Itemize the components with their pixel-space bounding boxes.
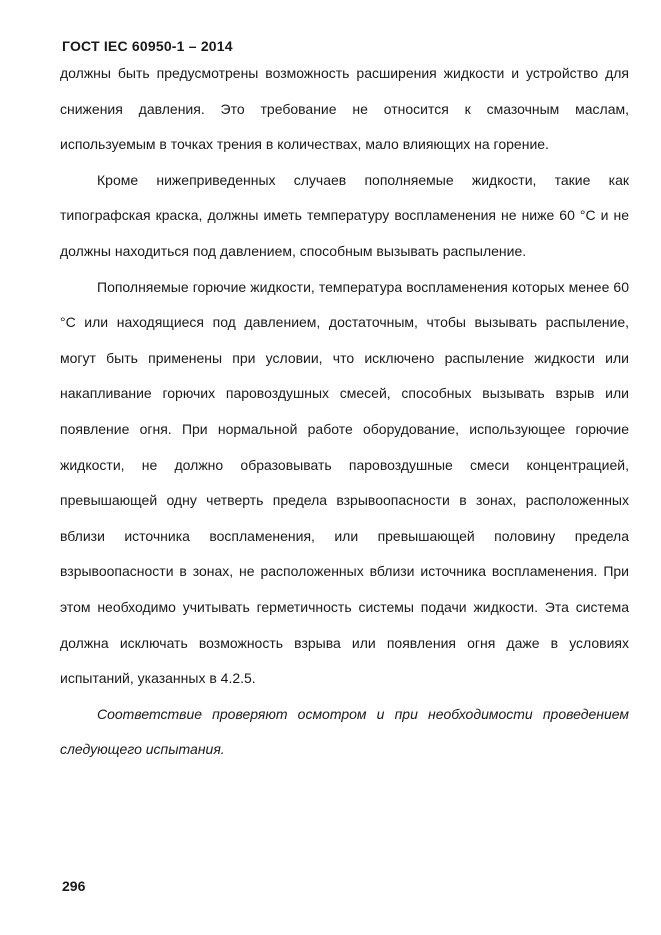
paragraph-compliance-check: Соответствие проверяют осмотром и при необходимости проведением следующего испытания. (60, 705, 629, 758)
document-header: ГОСТ IEC 60950-1 – 2014 (62, 38, 233, 54)
paragraph-flammable-liquids: Пополняемые горючие жидкости, температура воспламенения которых менее 60 °С или находящиеся под давлением, достаточным, чтобы вызывать распыление, могут быть применены при условии, что исключено распыление жидкости или накапливание горючих паровоздушных смесей, способных вызывать взрыв или появление огня. При нормальной работе оборудование, использующее горючие жидкости, не должно образовывать паровоздушные смеси концентрацией, превышающей одну четверть предела взрывоопасности в зонах, расположенных вблизи источника воспламенения, или превышающей половину предела взрывоопасности в зонах, не расположенных вблизи источника воспламенения. При этом необходимо учитывать герметичность системы подачи жидкости. Эта система должна исключать возможность взрыва или появления огня даже в условиях испытаний, указанных в 4.2.5. (60, 278, 629, 687)
document-body (60, 56, 629, 768)
page-number: 296 (62, 878, 86, 894)
paragraph-flash-point: Кроме нижеприведенных случаев пополняемые жидкости, такие как типографская краска, должны иметь температуру воспламенения не ниже 60 °С и не должны находиться под давлением, способным вызывать распыление. (60, 171, 629, 259)
paragraph-continuation: должны быть предусмотрены возможность расширения жидкости и устройство для снижения давления. Это требование не относится к смазочным маслам, используемым в точках трения в количествах, мало влияющих на горение. (60, 65, 629, 153)
